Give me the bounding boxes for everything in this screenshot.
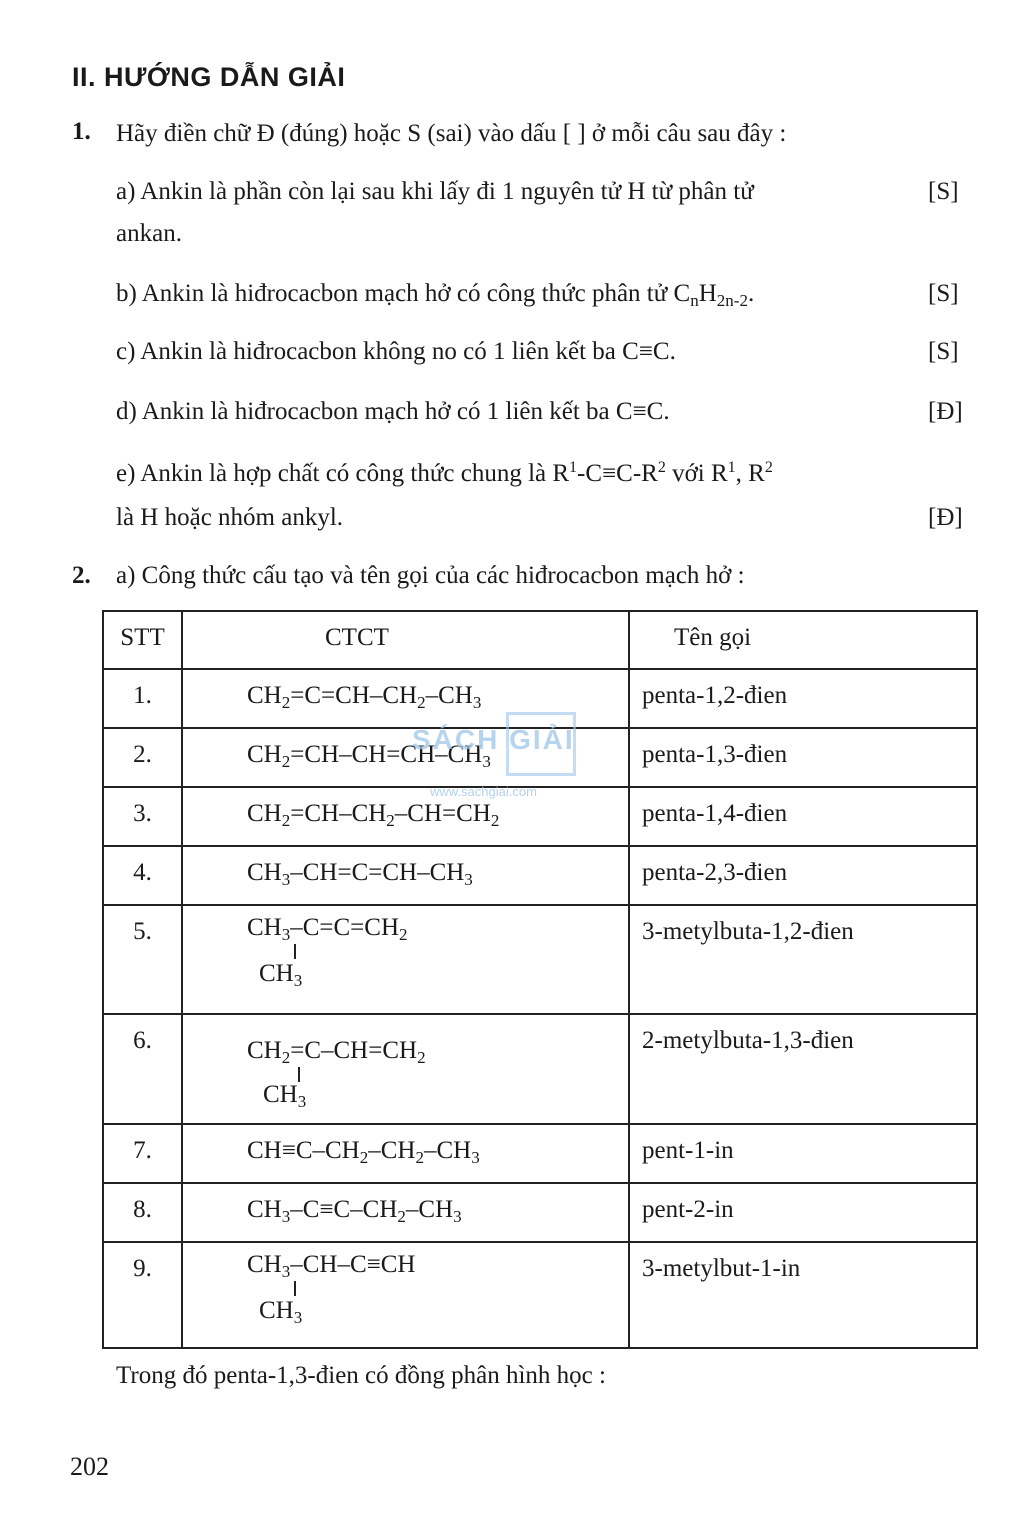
compound-name: 3-metylbut-1-in — [642, 1255, 801, 1282]
branch-bond — [294, 1281, 296, 1296]
formula-cell — [182, 1242, 629, 1348]
stt-cell — [103, 846, 182, 905]
answer-d: [Đ] — [928, 398, 963, 425]
stt-cell — [103, 787, 182, 846]
statement-d: d) Ankin là hiđrocacbon mạch hở có 1 liên kết ba C≡C. — [116, 398, 670, 425]
question-1-prompt: Hãy điền chữ Đ (đúng) hoặc S (sai) vào dấu [ ] ở mỗi câu sau đây : — [116, 120, 787, 147]
isomer-table — [102, 610, 978, 1349]
branch-bond — [298, 1067, 300, 1082]
section-heading: II. HƯỚNG DẪN GIẢI — [72, 62, 346, 92]
stt-cell — [103, 669, 182, 728]
question-1-number: 1. — [72, 118, 91, 145]
answer-c: [S] — [928, 338, 959, 365]
formula-main-chain: $CH_2=C-CH=CH_2$ — [247, 1037, 426, 1067]
formula: $CH_3-CH=C=CH-CH_3$ — [247, 859, 473, 889]
formula-branch: $CH_3$ — [259, 1297, 303, 1327]
name-cell — [629, 1242, 977, 1348]
stt-cell — [103, 1242, 182, 1348]
formula-cell — [182, 1014, 629, 1124]
page-number: 202 — [70, 1452, 109, 1481]
statement-b-sub-2n2: 2n-2 — [716, 291, 748, 310]
statement-b-sub-n: n — [690, 291, 699, 310]
formula-cell — [182, 846, 629, 905]
name-cell — [629, 787, 977, 846]
table-row — [103, 1014, 977, 1124]
answer-b: [S] — [928, 280, 959, 307]
question-2-number: 2. — [72, 562, 91, 589]
table-row — [103, 1242, 977, 1348]
name-cell — [629, 1183, 977, 1242]
statement-a-line1: a) Ankin là phần còn lại sau khi lấy đi 1 nguyên tử H từ phân tử — [116, 178, 754, 205]
watermark-url: www.sachgiai.com — [430, 784, 537, 799]
formula-branch: $CH_3$ — [259, 960, 303, 990]
statement-e-line2: là H hoặc nhóm ankyl. — [116, 504, 344, 531]
table-row — [103, 669, 977, 728]
stt-value: 9. — [133, 1255, 152, 1282]
formula-cell — [182, 787, 629, 846]
stt-value: 5. — [133, 918, 152, 945]
branched-formula — [183, 906, 628, 1004]
statement-b-text: b) Ankin là hiđrocacbon mạch hở có công thức phân tử C — [116, 280, 691, 307]
compound-name: penta-1,2-đien — [642, 682, 788, 709]
formula-cell — [182, 905, 629, 1014]
stt-cell — [103, 728, 182, 787]
question-2-prompt: a) Công thức cấu tạo và tên gọi của các hiđrocacbon mạch hở : — [116, 562, 745, 589]
stt-cell — [103, 1124, 182, 1183]
branch-bond — [294, 944, 296, 959]
branched-formula — [183, 1243, 628, 1341]
compound-name: 2-metylbuta-1,3-đien — [642, 1027, 854, 1054]
formula-cell — [182, 1183, 629, 1242]
compound-name: pent-2-in — [642, 1196, 734, 1223]
statement-c: c) Ankin là hiđrocacbon không no có 1 liên kết ba C≡C. — [116, 338, 676, 365]
statement-b-h: H — [698, 280, 717, 307]
branched-formula — [183, 1015, 628, 1113]
table-header-row — [103, 611, 977, 669]
formula-branch: $CH_3$ — [263, 1081, 307, 1111]
formula: $CH_3-C\equiv C-CH_2-CH_3$ — [247, 1196, 462, 1226]
answer-a: [S] — [928, 178, 959, 205]
name-cell — [629, 1014, 977, 1124]
header-ctct-label: CTCT — [325, 624, 389, 651]
statement-e-sup-2: 2 — [657, 459, 666, 476]
stt-value: 3. — [133, 800, 152, 827]
table-row — [103, 846, 977, 905]
header-name-label: Tên gọi — [674, 624, 752, 651]
compound-name: penta-2,3-đien — [642, 859, 788, 886]
formula-cell — [182, 728, 629, 787]
stt-cell — [103, 1014, 182, 1124]
stt-value: 4. — [133, 859, 152, 886]
answer-e: [Đ] — [928, 504, 963, 531]
header-stt — [103, 611, 182, 669]
statement-e-part-a: e) Ankin là hợp chất có công thức chung là R — [116, 460, 570, 487]
statement-e-part-c: với R — [665, 460, 728, 487]
formula-cell — [182, 1124, 629, 1183]
stt-cell — [103, 1183, 182, 1242]
statement-e-part-d: , R — [735, 460, 765, 487]
compound-name: penta-1,3-đien — [642, 741, 788, 768]
statement-e-sup-1: 1 — [569, 459, 578, 476]
stt-value: 2. — [133, 741, 152, 768]
formula: $CH_2=CH-CH=CH-CH_3$ — [247, 741, 491, 771]
statement-e-part-b: -C≡C-R — [577, 460, 658, 487]
table-row — [103, 787, 977, 846]
watermark-brand: SÁCH GIẢI — [412, 724, 575, 755]
statement-b-end: . — [747, 280, 755, 307]
name-cell — [629, 846, 977, 905]
statement-e-sup-1b: 1 — [727, 459, 736, 476]
statement-a-line2: ankan. — [116, 220, 182, 247]
header-ctct — [182, 611, 629, 669]
geometric-isomer-note: Trong đó penta-1,3-đien có đồng phân hình học : — [116, 1362, 606, 1389]
name-cell — [629, 1124, 977, 1183]
header-name — [629, 611, 977, 669]
compound-name: 3-metylbuta-1,2-đien — [642, 918, 854, 945]
statement-b — [116, 280, 754, 308]
table-row — [103, 1183, 977, 1242]
formula: $CH_2=CH-CH_2-CH=CH_2$ — [247, 800, 500, 830]
name-cell — [629, 728, 977, 787]
formula-main-chain: $CH_3-CH-C\equiv CH$ — [247, 1251, 416, 1281]
stt-value: 6. — [133, 1027, 152, 1054]
statement-e-line1 — [116, 460, 773, 488]
formula-main-chain: $CH_3-C=C=CH_2$ — [247, 914, 408, 944]
table-row — [103, 1124, 977, 1183]
compound-name: penta-1,4-đien — [642, 800, 788, 827]
header-stt-label: STT — [120, 624, 165, 651]
formula: $CH\equiv C-CH_2-CH_2-CH_3$ — [247, 1137, 480, 1167]
formula: $CH_2=C=CH-CH_2-CH_3$ — [247, 682, 482, 712]
stt-value: 7. — [133, 1137, 152, 1164]
name-cell — [629, 905, 977, 1014]
compound-name: pent-1-in — [642, 1137, 734, 1164]
stt-value: 1. — [133, 682, 152, 709]
table-row — [103, 905, 977, 1014]
stt-value: 8. — [133, 1196, 152, 1223]
name-cell — [629, 669, 977, 728]
statement-e-sup-2b: 2 — [764, 459, 773, 476]
table-row — [103, 728, 977, 787]
stt-cell — [103, 905, 182, 1014]
formula-cell — [182, 669, 629, 728]
